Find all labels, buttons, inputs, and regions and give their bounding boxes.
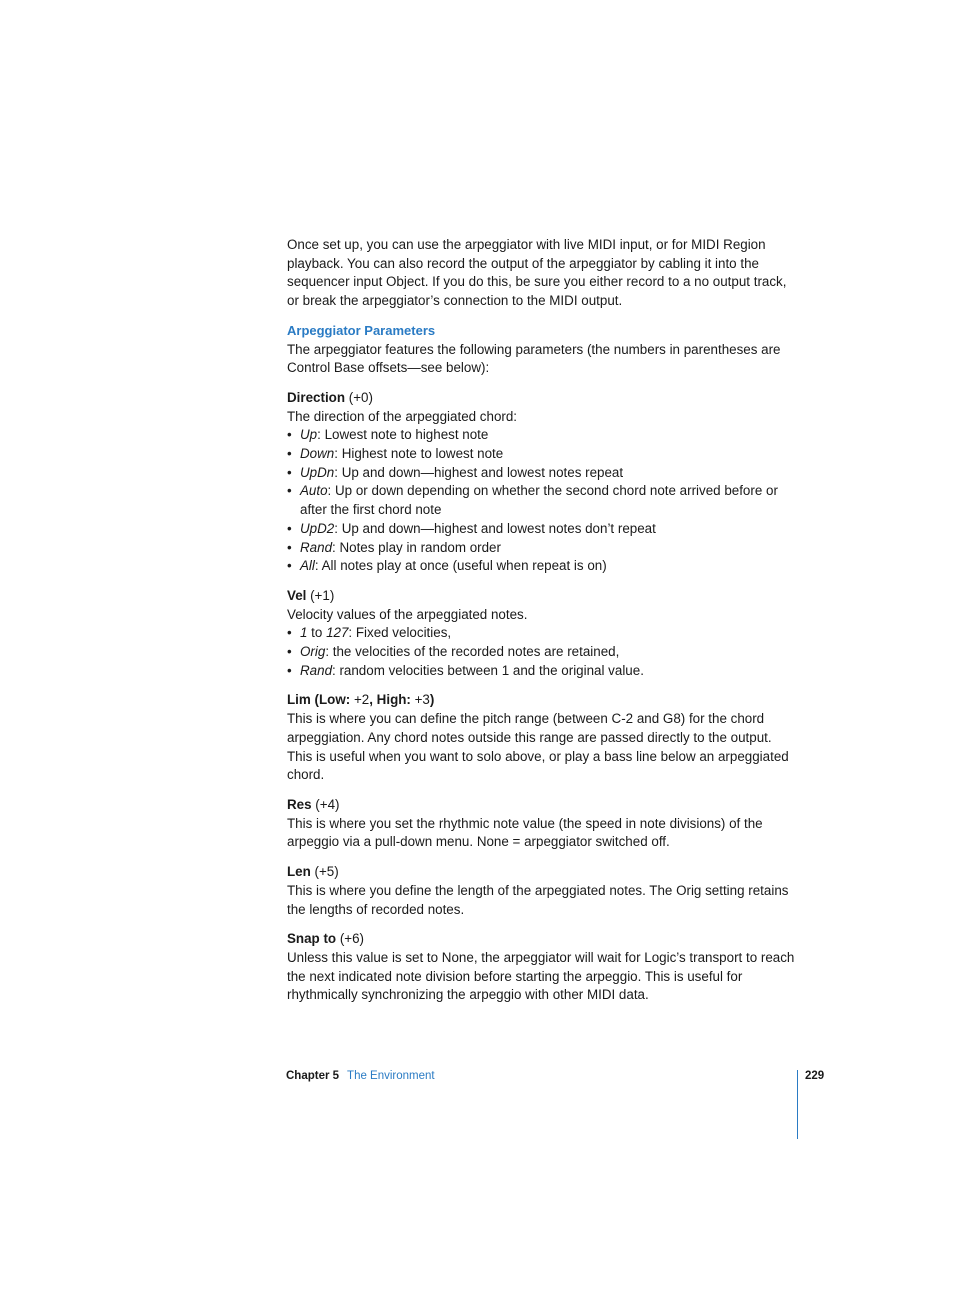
chapter-title-link[interactable]: The Environment	[347, 1070, 435, 1082]
param-offset: (+0)	[345, 389, 373, 405]
option-text: : Notes play in random order	[332, 539, 501, 555]
param-description: This is where you can define the pitch range (between C-2 and G8) for the chord arpeggiation. Any chord notes outside this range are passed directly to the output. This is useful when you want to solo above, or play a bass line below an arpeggiated chord.	[287, 711, 789, 783]
option-text: : All notes play at once (useful when repeat is on)	[314, 558, 607, 574]
chapter-label: Chapter 5	[286, 1070, 340, 1082]
option-text: : Up and down—highest and lowest notes repeat	[334, 464, 624, 480]
param-heading	[287, 691, 799, 710]
intro-paragraph: Once set up, you can use the arpeggiator with live MIDI input, or for MIDI Region playback. You can also record the output of the arpeggiator by cabling it into the sequencer input Object. If you do this, be sure you either record to a no output track, or break the arpeggiator’s connection to the MIDI output.	[287, 237, 787, 309]
param-heading	[287, 389, 799, 408]
param-description: Unless this value is set to None, the arpeggiator will wait for Logic’s transport to reach the next indicated note division before starting the arpeggio. This is useful for rhythmically synchronizing the arpeggio with other MIDI data.	[287, 949, 795, 1003]
param-heading	[287, 587, 799, 606]
param-name: Len	[287, 864, 311, 880]
option-term: 1	[300, 625, 308, 641]
param-name-high: , High:	[369, 692, 411, 708]
section-lead: The arpeggiator features the following parameters (the numbers in parentheses are Control Base offsets—see below):	[287, 341, 781, 376]
option-term: 127	[326, 625, 349, 641]
param-lim	[287, 691, 799, 785]
bullet-icon: •	[287, 464, 292, 480]
bullet-icon: •	[287, 625, 292, 641]
list-item	[287, 482, 799, 519]
list-item	[287, 520, 799, 539]
param-description: This is where you set the rhythmic note value (the speed in note divisions) of the arpeggio via a pull-down menu. None = arpeggiator switched off.	[287, 815, 763, 850]
option-text: : random velocities between 1 and the original value.	[332, 662, 644, 678]
bullet-icon: •	[287, 427, 292, 443]
option-term: Up	[300, 427, 318, 443]
param-res	[287, 796, 799, 852]
list-item	[287, 445, 799, 464]
param-description: Velocity values of the arpeggiated notes.	[287, 606, 528, 622]
param-offset-high: +3	[410, 692, 430, 708]
page-footer	[286, 1070, 435, 1082]
list-item	[287, 643, 799, 662]
param-vel	[287, 587, 799, 681]
param-close: )	[429, 692, 435, 708]
list-item	[287, 557, 799, 576]
bullet-icon: •	[287, 446, 292, 462]
list-item	[287, 624, 799, 643]
param-heading	[287, 930, 799, 949]
option-term: Orig	[300, 644, 326, 660]
list-item	[287, 662, 799, 681]
param-description: This is where you define the length of the arpeggiated notes. The Orig setting retains the lengths of recorded notes.	[287, 882, 789, 917]
param-offset: (+4)	[311, 796, 340, 812]
bullet-icon: •	[287, 539, 292, 555]
param-offset: (+5)	[310, 864, 339, 880]
param-direction	[287, 389, 799, 576]
option-text: : Highest note to lowest note	[334, 446, 504, 462]
param-heading	[287, 796, 799, 815]
option-text: : Up and down—highest and lowest notes don’t repeat	[334, 520, 656, 536]
bullet-icon: •	[287, 520, 292, 536]
param-len	[287, 863, 799, 919]
list-item	[287, 539, 799, 558]
option-term: Down	[300, 446, 335, 462]
footer-divider	[797, 1070, 798, 1139]
option-term: Auto	[300, 483, 328, 499]
section-title: Arpeggiator Parameters	[287, 322, 436, 338]
param-offset: (+6)	[336, 931, 365, 947]
param-offset: +2	[350, 692, 370, 708]
option-term: Rand	[300, 662, 333, 678]
list-item	[287, 426, 799, 445]
option-term: All	[300, 558, 315, 574]
param-heading	[287, 863, 799, 882]
option-list	[287, 426, 799, 576]
param-name: Direction	[287, 389, 346, 405]
option-term: UpDn	[300, 464, 335, 480]
option-term: Rand	[300, 539, 333, 555]
option-list	[287, 624, 799, 680]
bullet-icon: •	[287, 483, 292, 499]
option-text: : Fixed velocities,	[348, 625, 452, 641]
bullet-icon: •	[287, 558, 292, 574]
page-content	[287, 236, 799, 1005]
param-description: The direction of the arpeggiated chord:	[287, 408, 518, 424]
bullet-icon: •	[287, 644, 292, 660]
page-number: 229	[805, 1070, 825, 1082]
param-snap	[287, 930, 799, 1005]
bullet-icon: •	[287, 662, 292, 678]
param-name: Res	[287, 796, 312, 812]
param-name: Lim (Low:	[287, 692, 351, 708]
param-name: Snap to	[287, 931, 337, 947]
option-text: : Lowest note to highest note	[317, 427, 489, 443]
param-name: Vel	[287, 587, 307, 603]
option-text: : Up or down depending on whether the second chord note arrived before or after the first chord note	[300, 483, 778, 518]
param-offset: (+1)	[306, 587, 335, 603]
option-text: : the velocities of the recorded notes are retained,	[325, 644, 620, 660]
option-term: UpD2	[300, 520, 335, 536]
option-connector: to	[307, 625, 327, 641]
list-item	[287, 464, 799, 483]
